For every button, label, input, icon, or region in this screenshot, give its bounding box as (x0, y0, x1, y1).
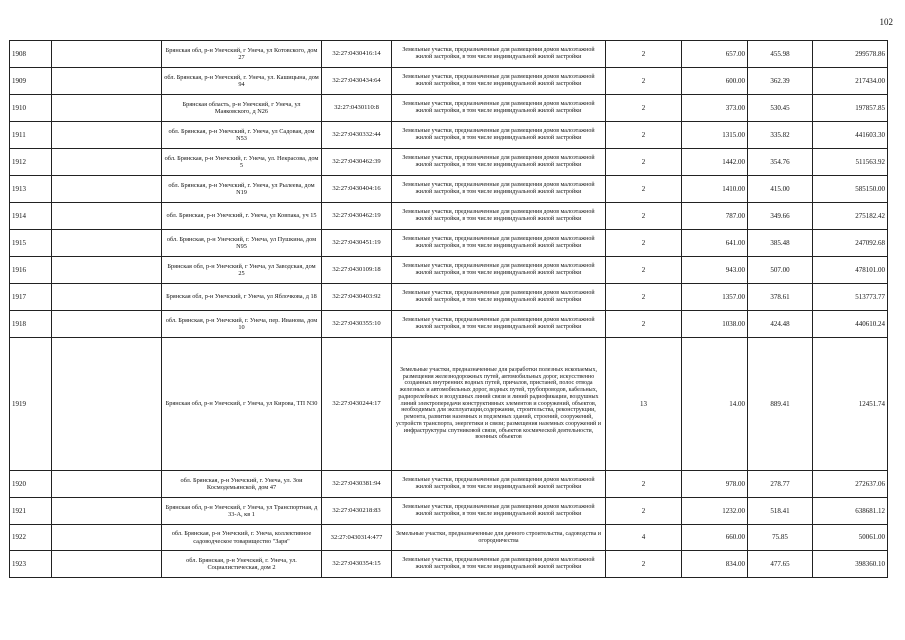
row-id: 1909 (10, 68, 52, 95)
row-area: 14.00 (682, 338, 748, 471)
row-category: 2 (606, 149, 682, 176)
row-area: 1315.00 (682, 122, 748, 149)
table-row (10, 176, 888, 203)
table-row (10, 257, 888, 284)
row-category: 2 (606, 551, 682, 578)
row-value: 272637.06 (813, 471, 888, 498)
row-id: 1922 (10, 525, 52, 551)
empty-cell (52, 41, 162, 68)
table-row (10, 551, 888, 578)
row-address: обл. Брянская, р-н Унечский, г. Унеча, ул Ковпака, уч 15 (162, 203, 322, 230)
table-row (10, 525, 888, 551)
empty-cell (52, 95, 162, 122)
row-address: Брянская обл, р-н Унечский, г Унеча, ул Кирова, ТП N30 (162, 338, 322, 471)
row-area: 1357.00 (682, 284, 748, 311)
row-rate: 385.48 (748, 230, 813, 257)
row-land-use: Земельные участки, предназначенные для размещения домов малоэтажной жилой застройки, в том числе индивидуальной жилой застройки (392, 257, 606, 284)
row-id: 1914 (10, 203, 52, 230)
table-row (10, 68, 888, 95)
row-id: 1920 (10, 471, 52, 498)
row-cadastral-number: 32:27:0430403:92 (322, 284, 392, 311)
row-land-use: Земельные участки, предназначенные для размещения домов малоэтажной жилой застройки, в том числе индивидуальной жилой застройки (392, 551, 606, 578)
row-rate: 518.41 (748, 498, 813, 525)
row-category: 2 (606, 203, 682, 230)
row-category: 2 (606, 257, 682, 284)
empty-cell (52, 525, 162, 551)
row-address: Брянская обл, р-н Унечский, г Унеча, ул Котовского, дом 27 (162, 41, 322, 68)
row-land-use: Земельные участки, предназначенные для размещения домов малоэтажной жилой застройки, в том числе индивидуальной жилой застройки (392, 203, 606, 230)
row-id: 1923 (10, 551, 52, 578)
land-register-table (9, 40, 888, 578)
row-address: обл. Брянская, р-н Унечский, г. Унеча, ул. Социалистическая, дом 2 (162, 551, 322, 578)
row-rate: 278.77 (748, 471, 813, 498)
row-cadastral-number: 32:27:0430314:477 (322, 525, 392, 551)
row-land-use: Земельные участки, предназначенные для размещения домов малоэтажной жилой застройки, в том числе индивидуальной жилой застройки (392, 41, 606, 68)
row-land-use: Земельные участки, предназначенные для размещения домов малоэтажной жилой застройки, в том числе индивидуальной жилой застройки (392, 176, 606, 203)
row-category: 2 (606, 68, 682, 95)
row-address: обл. Брянская, р-н Унечский, г. Унеча, коллективное садоводческое товарищество "Заря" (162, 525, 322, 551)
row-category: 2 (606, 122, 682, 149)
row-value: 299578.86 (813, 41, 888, 68)
row-cadastral-number: 32:27:0430218:83 (322, 498, 392, 525)
row-cadastral-number: 32:27:0430416:14 (322, 41, 392, 68)
row-area: 1442.00 (682, 149, 748, 176)
table-row (10, 95, 888, 122)
row-id: 1916 (10, 257, 52, 284)
row-category: 4 (606, 525, 682, 551)
row-rate: 889.41 (748, 338, 813, 471)
row-id: 1919 (10, 338, 52, 471)
row-land-use: Земельные участки, предназначенные для разработки полезных ископаемых, размещения железнодорожных путей, автомобильных дорог, искусственно созданных внутренних водных путей, причалов, пристаней, полос отвода железных и автомобильных дорог, водных путей, трубопроводов, кабельных, радиорелейных и воздушных линий связи и линий радиофикации, воздушных линий электропередачи конструктивных элементов и сооружений, объектов, необходимых для эксплуатации,содержания, строительства, реконструкции, ремонта, развития наземных и подземных зданий, строений, сооружений, устройств транспорта, энергетики и связи; размещения наземных сооружений и инфраструктуры спутниковой связи, объектов космической деятельности, военных объектов (392, 338, 606, 471)
empty-cell (52, 471, 162, 498)
empty-cell (52, 311, 162, 338)
empty-cell (52, 284, 162, 311)
row-land-use: Земельные участки, предназначенные для размещения домов малоэтажной жилой застройки, в том числе индивидуальной жилой застройки (392, 311, 606, 338)
row-area: 834.00 (682, 551, 748, 578)
row-rate: 530.45 (748, 95, 813, 122)
row-address: Брянская область, р-н Унечский, г Унеча, ул Маяковского, д N26 (162, 95, 322, 122)
row-cadastral-number: 32:27:0430462:39 (322, 149, 392, 176)
row-land-use: Земельные участки, предназначенные для размещения домов малоэтажной жилой застройки, в том числе индивидуальной жилой застройки (392, 149, 606, 176)
empty-cell (52, 551, 162, 578)
row-rate: 378.61 (748, 284, 813, 311)
row-id: 1910 (10, 95, 52, 122)
row-category: 2 (606, 498, 682, 525)
row-area: 657.00 (682, 41, 748, 68)
row-category: 13 (606, 338, 682, 471)
row-rate: 362.39 (748, 68, 813, 95)
row-land-use: Земельные участки, предназначенные для размещения домов малоэтажной жилой застройки, в том числе индивидуальной жилой застройки (392, 95, 606, 122)
row-land-use: Земельные участки, предназначенные для размещения домов малоэтажной жилой застройки, в том числе индивидуальной жилой застройки (392, 122, 606, 149)
row-id: 1908 (10, 41, 52, 68)
row-value: 585150.00 (813, 176, 888, 203)
empty-cell (52, 68, 162, 95)
table-row (10, 284, 888, 311)
row-value: 50061.00 (813, 525, 888, 551)
row-value: 398360.10 (813, 551, 888, 578)
row-area: 943.00 (682, 257, 748, 284)
row-area: 1232.00 (682, 498, 748, 525)
row-id: 1913 (10, 176, 52, 203)
row-land-use: Земельные участки, предназначенные для размещения домов малоэтажной жилой застройки, в том числе индивидуальной жилой застройки (392, 498, 606, 525)
row-address: Брянская обл, р-н Унечский, г Унеча, ул Транспортная, д 33-А, кв 1 (162, 498, 322, 525)
row-id: 1912 (10, 149, 52, 176)
row-address: Брянская обл, р-н Унечский, г Унеча, ул Яблочкова, д 18 (162, 284, 322, 311)
row-rate: 415.00 (748, 176, 813, 203)
row-id: 1915 (10, 230, 52, 257)
row-category: 2 (606, 471, 682, 498)
empty-cell (52, 176, 162, 203)
table-body (10, 41, 888, 578)
row-category: 2 (606, 284, 682, 311)
empty-cell (52, 230, 162, 257)
row-land-use: Земельные участки, предназначенные для размещения домов малоэтажной жилой застройки, в том числе индивидуальной жилой застройки (392, 230, 606, 257)
row-land-use: Земельные участки, предназначенные для размещения домов малоэтажной жилой застройки, в том числе индивидуальной жилой застройки (392, 68, 606, 95)
row-cadastral-number: 32:27:0430355:10 (322, 311, 392, 338)
row-id: 1918 (10, 311, 52, 338)
row-cadastral-number: 32:27:0430434:64 (322, 68, 392, 95)
row-area: 1038.00 (682, 311, 748, 338)
row-id: 1917 (10, 284, 52, 311)
row-value: 441603.30 (813, 122, 888, 149)
row-rate: 75.85 (748, 525, 813, 551)
table-row (10, 471, 888, 498)
row-category: 2 (606, 311, 682, 338)
row-area: 978.00 (682, 471, 748, 498)
row-value: 197857.85 (813, 95, 888, 122)
row-address: Брянская обл, р-н Унечский, г Унеча, ул Заводская, дом 25 (162, 257, 322, 284)
row-rate: 507.00 (748, 257, 813, 284)
row-value: 247092.68 (813, 230, 888, 257)
row-rate: 354.76 (748, 149, 813, 176)
row-cadastral-number: 32:27:0430451:19 (322, 230, 392, 257)
empty-cell (52, 122, 162, 149)
row-area: 373.00 (682, 95, 748, 122)
row-address: обл. Брянская, р-н Унечский, г. Унеча, ул. Кашицына, дом 94 (162, 68, 322, 95)
row-category: 2 (606, 95, 682, 122)
row-area: 787.00 (682, 203, 748, 230)
row-value: 513773.77 (813, 284, 888, 311)
row-category: 2 (606, 230, 682, 257)
row-cadastral-number: 32:27:0430404:16 (322, 176, 392, 203)
row-area: 641.00 (682, 230, 748, 257)
row-address: обл. Брянская, р-н Унечский, г. Унеча, ул. Некрасова, дом 5 (162, 149, 322, 176)
row-value: 478101.00 (813, 257, 888, 284)
row-value: 12451.74 (813, 338, 888, 471)
row-value: 440610.24 (813, 311, 888, 338)
row-area: 660.00 (682, 525, 748, 551)
empty-cell (52, 203, 162, 230)
row-rate: 335.82 (748, 122, 813, 149)
empty-cell (52, 257, 162, 284)
table-row (10, 149, 888, 176)
row-value: 275182.42 (813, 203, 888, 230)
empty-cell (52, 338, 162, 471)
row-address: обл. Брянская, р-н Унечский, г. Унеча, пер. Иванова, дом 10 (162, 311, 322, 338)
row-cadastral-number: 32:27:0430332:44 (322, 122, 392, 149)
row-area: 600.00 (682, 68, 748, 95)
row-rate: 455.98 (748, 41, 813, 68)
table-row (10, 498, 888, 525)
row-land-use: Земельные участки, предназначенные для дачного строительства, садоводства и огородничества (392, 525, 606, 551)
empty-cell (52, 149, 162, 176)
row-address: обл. Брянская, р-н Унечский, г. Унеча, ул Рылеева, дом N19 (162, 176, 322, 203)
row-land-use: Земельные участки, предназначенные для размещения домов малоэтажной жилой застройки, в том числе индивидуальной жилой застройки (392, 471, 606, 498)
page-number: 102 (879, 17, 893, 27)
row-cadastral-number: 32:27:0430462:19 (322, 203, 392, 230)
table-row (10, 41, 888, 68)
row-address: обл. Брянская, р-н Унечский, г. Унеча, ул. Зои Космодемьянской, дом 47 (162, 471, 322, 498)
row-cadastral-number: 32:27:0430381:94 (322, 471, 392, 498)
row-rate: 424.48 (748, 311, 813, 338)
row-address: обл. Брянская, р-н Унечский, г. Унеча, ул Пушкина, дом N95 (162, 230, 322, 257)
row-id: 1921 (10, 498, 52, 525)
row-rate: 349.66 (748, 203, 813, 230)
row-category: 2 (606, 41, 682, 68)
row-id: 1911 (10, 122, 52, 149)
row-cadastral-number: 32:27:0430110:8 (322, 95, 392, 122)
table-row (10, 122, 888, 149)
empty-cell (52, 498, 162, 525)
row-land-use: Земельные участки, предназначенные для размещения домов малоэтажной жилой застройки, в том числе индивидуальной жилой застройки (392, 284, 606, 311)
row-rate: 477.65 (748, 551, 813, 578)
row-area: 1410.00 (682, 176, 748, 203)
table-row (10, 230, 888, 257)
row-value: 638681.12 (813, 498, 888, 525)
row-cadastral-number: 32:27:0430354:15 (322, 551, 392, 578)
row-cadastral-number: 32:27:0430244:17 (322, 338, 392, 471)
table-row (10, 338, 888, 471)
row-category: 2 (606, 176, 682, 203)
table-row (10, 203, 888, 230)
row-cadastral-number: 32:27:0430109:18 (322, 257, 392, 284)
row-value: 511563.92 (813, 149, 888, 176)
table-row (10, 311, 888, 338)
row-value: 217434.00 (813, 68, 888, 95)
row-address: обл. Брянская, р-н Унечский, г. Унеча, ул Садовая, дом N53 (162, 122, 322, 149)
